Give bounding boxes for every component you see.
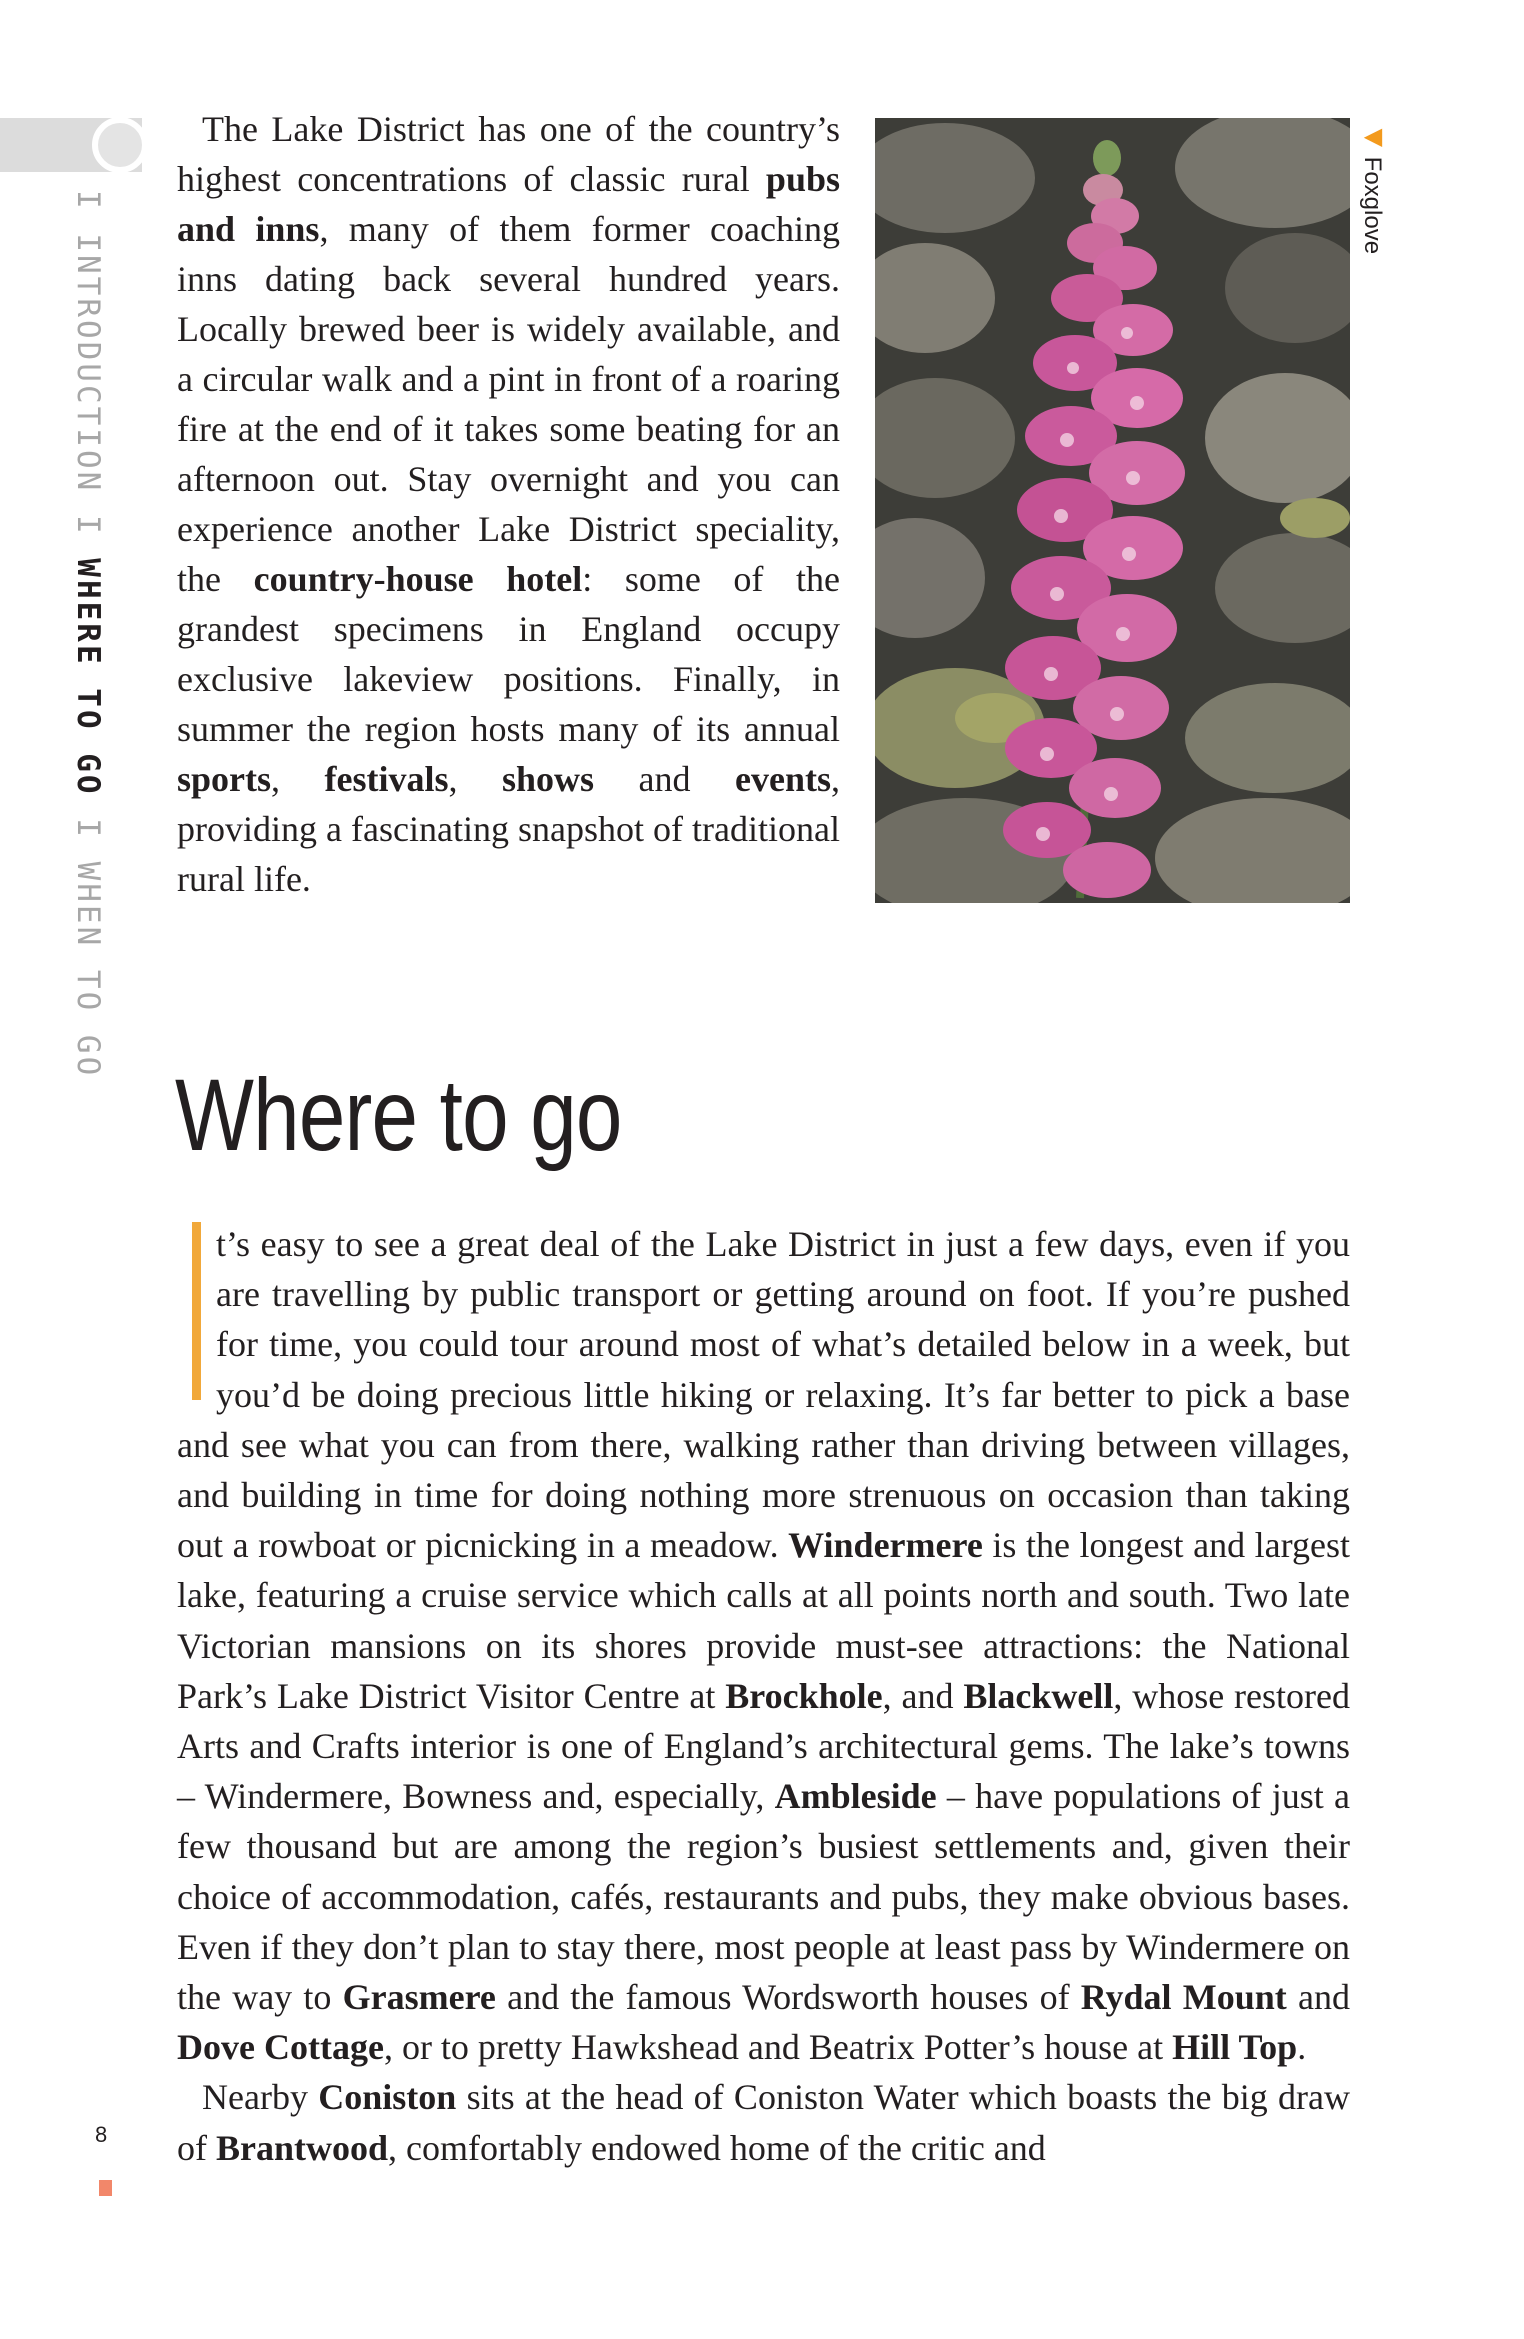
nav-item-where-to-go[interactable]: WHERE TO GO <box>70 558 106 797</box>
nav-item-introduction[interactable]: INTRODUCTION <box>70 233 106 494</box>
section-tab-circle <box>92 117 148 173</box>
foxglove-photo <box>875 118 1350 903</box>
nav-item-when-to-go[interactable]: WHEN TO GO <box>70 861 106 1079</box>
chapter-nav <box>70 190 106 1078</box>
page-marker <box>99 2180 112 2196</box>
body-paragraph: t’s easy to see a great deal of the Lake District in just a few days, even if you are travelling by public transport or getting around on foot. If you’re pushed for time, you could tour around most of what’s detailed below in a week, but you’d be doing precious little hiking or relaxing. It’s far better to pick a base and see what you can from there, walking rather than driving between villages, and building in time for doing nothing more strenuous on occasion than taking out a rowboat or picnicking in a meadow. Windermere is the longest and largest lake, featuring a cruise service which calls at all points north and south. Two late Victorian mansions on its shores provide must-see attractions: the National Park’s Lake District Visitor Centre at Brockhole, and Blackwell, whose restored Arts and Crafts interior is one of England’s architectural gems. The lake’s towns – Windermere, Bowness and, especially, Ambleside – have populations of just a few thousand but are among the region’s busiest settlements and, given their choice of accommodation, cafés, restaurants and pubs, they make obvious bases. Even if they don’t plan to stay there, most people at least pass by Windermere on the way to Grasmere and the famous Wordsworth houses of Rydal Mount and Dove Cottage, or to pretty Hawkshead and Beatrix Potter’s house at Hill Top. Nearby Coniston sits at the head of Coniston Water which boasts the big draw of Brantwood, comfortably endowed home of the critic and <box>177 1224 1350 2168</box>
caption-text: Foxglove <box>1359 156 1386 255</box>
nav-separator: I <box>70 190 106 234</box>
nav-separator: I <box>70 796 106 862</box>
nav-separator: I <box>70 493 106 559</box>
section-heading: Where to go <box>175 1058 622 1172</box>
page-number: 8 <box>95 2122 108 2147</box>
photo-caption <box>1358 122 1386 254</box>
intro-paragraph: The Lake District has one of the country’s highest concentrations of classic rural pubs and inns, many of them former coaching inns dating back several hundred years. Locally brewed beer is widely available, and a circular walk and a pint in front of a roaring fire at the end of it takes some beating for an afternoon out. Stay overnight and you can experience another Lake District speciality, the country-house hotel: some of the grandest specimens in England occupy exclusive lakeview positions. Finally, in summer the region hosts many of its annual sports, festivals, shows and events, providing a fascinating snapshot of traditional rural life. <box>177 109 841 899</box>
caption-marker-icon: ◀ <box>1359 122 1386 150</box>
